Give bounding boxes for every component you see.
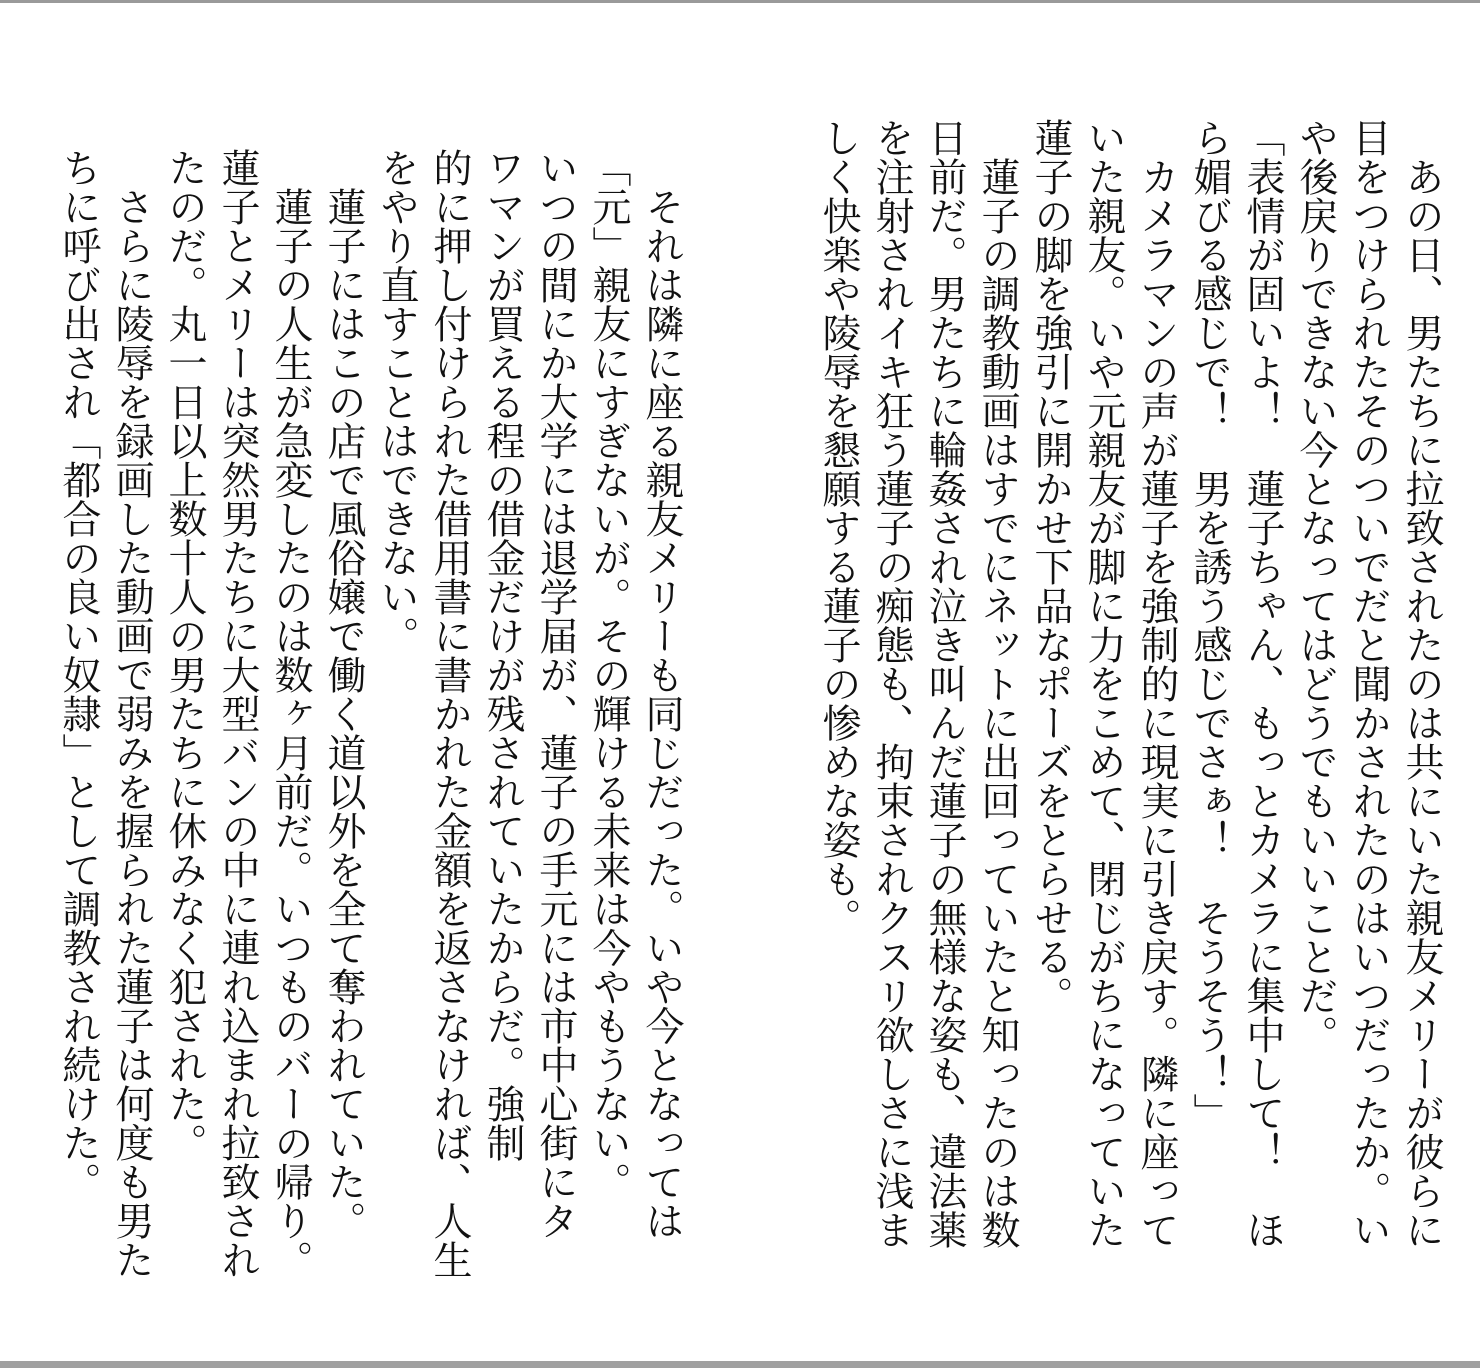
text-line: 蓮子とメリーは突然男たちに大型バンの中に連れ込まれ拉致され: [215, 148, 260, 1279]
top-border: [0, 0, 1480, 3]
text-line: 目をつけられたそのついでだと聞かされたのはいつだったか。い: [1346, 118, 1391, 1249]
left-page-text: [52, 148, 688, 1348]
text-line: ちに呼び出され「都合の良い奴隷」として調教され続けた。: [56, 148, 101, 1201]
text-line: 蓮子の脚を強引に開かせ下品なポーズをとらせる。: [1028, 118, 1073, 1015]
text-line: ワマンが買える程の借金だけが残されていたからだ。強制: [480, 148, 525, 1162]
text-line: 「表情が固いよ！ 蓮子ちゃん、もっとカメラに集中して！ ほ: [1240, 118, 1285, 1249]
text-line: しく快楽や陵辱を懇願する蓮子の惨めな姿も。: [816, 118, 861, 937]
text-line: たのだ。丸一日以上数十人の男たちに休みなく犯された。: [162, 148, 207, 1162]
text-line: をやり直すことはできない。: [374, 148, 419, 655]
text-line: あの日、男たちに拉致されたのは共にいた親友メリーが彼らに: [1399, 118, 1444, 1249]
text-line: 蓮子の調教動画はすでにネットに出回っていたと知ったのは数: [975, 118, 1020, 1249]
text-line: ら媚びる感じで！ 男を誘う感じでさぁ！ そうそう！」: [1187, 118, 1232, 1132]
text-line: カメラマンの声が蓮子を強制的に現実に引き戻す。隣に座って: [1134, 118, 1179, 1249]
text-line: 的に押し付けられた借用書に書かれた金額を返さなければ、人生: [427, 148, 472, 1279]
text-line: 「元」親友にすぎないが。その輝ける未来は今やもうない。: [586, 148, 631, 1201]
right-page-text: [812, 118, 1448, 1318]
text-line: それは隣に座る親友メリーも同じだった。いや今となっては: [639, 148, 684, 1240]
text-line: を注射されイキ狂う蓮子の痴態も、拘束されクスリ欲しさに浅ま: [869, 118, 914, 1249]
text-line: いた親友。いや元親友が脚に力をこめて、閉じがちになっていた: [1081, 118, 1126, 1249]
text-line: や後戻りできない今となってはどうでもいいことだ。: [1293, 118, 1338, 1054]
bottom-border: [0, 1361, 1480, 1368]
text-line: 日前だ。男たちに輪姦され泣き叫んだ蓮子の無様な姿も、違法薬: [922, 118, 967, 1249]
text-line: さらに陵辱を録画した動画で弱みを握られた蓮子は何度も男た: [109, 148, 154, 1279]
text-line: 蓮子にはこの店で風俗嬢で働く道以外を全て奪われていた。: [321, 148, 366, 1240]
text-line: 蓮子の人生が急変したのは数ヶ月前だ。いつものバーの帰り。: [268, 148, 313, 1279]
text-line: いつの間にか大学には退学届が、蓮子の手元には市中心街にタ: [533, 148, 578, 1240]
